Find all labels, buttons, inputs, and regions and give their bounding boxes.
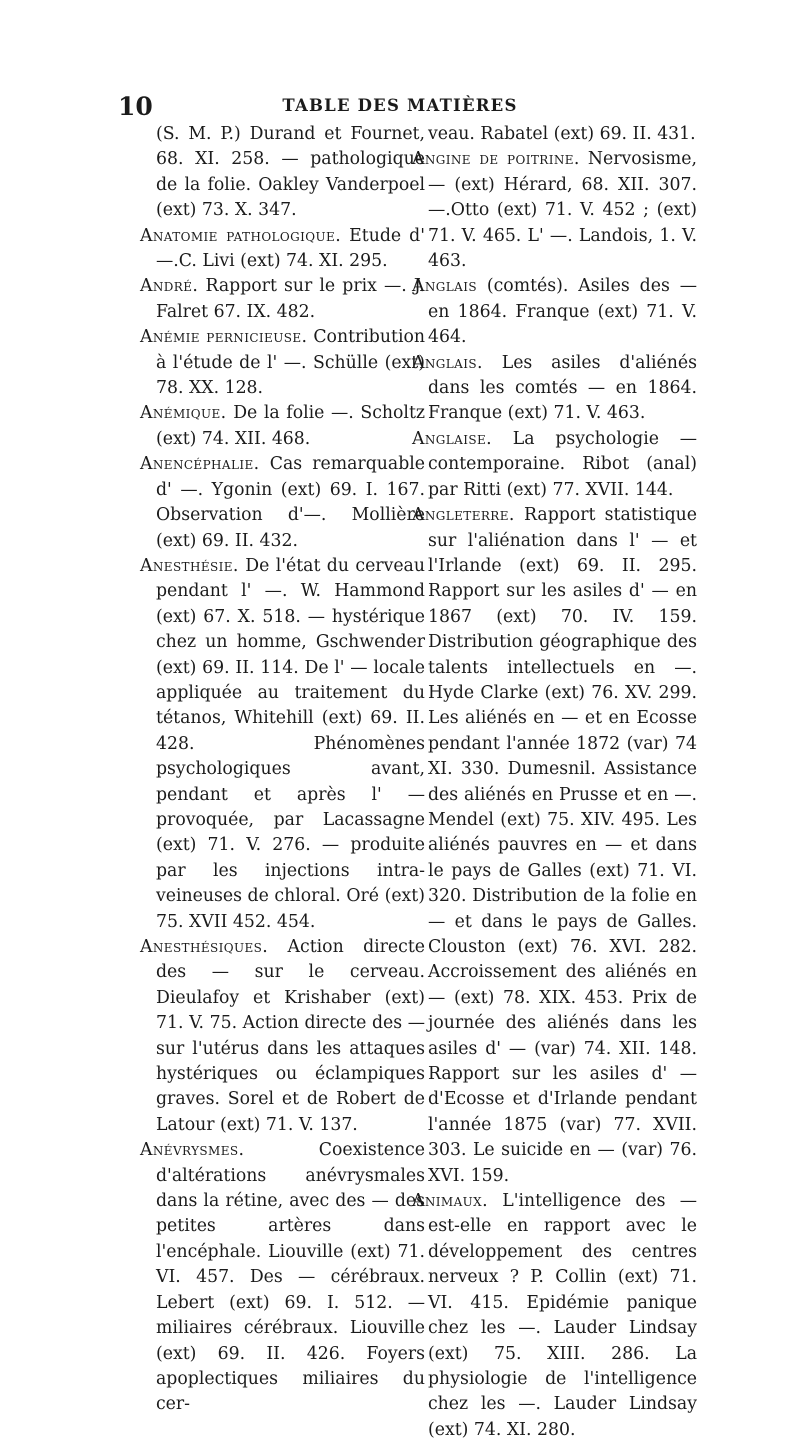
entry-headword: Angleterre.: [412, 505, 515, 526]
index-entry-continuation: [140, 122, 425, 224]
entry-text: L'intelligence des — est-elle en rapport avec le développement des centres nerveux ? P. Collin (ext) 71. VI. 415. Epidémie panique chez les —. Lauder Lindsay (ext) 75. XIII. 286. La physiologie de l'intelligence chez les —. Lauder Lindsay (ext) 74. XI. 280.: [428, 1191, 697, 1440]
entry-text: De la folie —. Scholtz (ext) 74. XII. 468.: [156, 403, 425, 449]
index-entry: [412, 427, 697, 503]
page-number: 10: [118, 92, 153, 121]
entry-headword: Angine de poitrine.: [412, 149, 580, 170]
index-entry: [140, 224, 425, 275]
entry-text: veau. Rabatel (ext) 69. II. 431.: [428, 124, 696, 144]
entry-text: Cas remarquable d' —. Ygonin (ext) 69. I. 167. Observation d'—. Mollière (ext) 69. II. 432.: [156, 454, 426, 551]
entry-headword: Anatomie pathologique.: [140, 225, 342, 246]
entry-text: La psychologie — contemporaine. Ribot (anal) par Ritti (ext) 77. XVII. 144.: [428, 428, 698, 500]
entry-text: Nervosisme, — (ext) Hérard, 68. XII. 307. —.Otto (ext) 71. V. 452 ; (ext) 71. V. 465. L' —. Landois, 1. V. 463.: [428, 149, 698, 272]
entry-text: Contribution à l'étude de l' —. Schülle (ext) 78. XX. 128.: [156, 327, 425, 399]
entry-text: (S. M. P.) Durand et Fournet, 68. XI. 258. — pathologique de la folie. Oakley Vanderpoel (ext) 73. X. 347.: [156, 124, 425, 221]
index-entry: [140, 452, 425, 554]
entry-text: Les asiles d'aliénés dans les comtés — en 1864. Franque (ext) 71. V. 463.: [428, 352, 697, 424]
index-entry-continuation: [412, 122, 697, 147]
entry-text: Etude d' —.C. Livi (ext) 74. XI. 295.: [156, 225, 425, 272]
index-entry: [140, 274, 425, 325]
index-entry: [412, 1189, 697, 1443]
entry-text: Rapport sur le prix —. J. Falret 67. IX. 482.: [156, 276, 426, 322]
entry-headword: Anémie pernicieuse.: [140, 327, 308, 348]
index-entry: [412, 147, 697, 274]
index-entry: [140, 1138, 425, 1417]
page-header: [0, 92, 800, 122]
entry-headword: Anencéphalie.: [140, 454, 260, 475]
right-column: [412, 122, 697, 1443]
entry-text: De l'état du cerveau pendant l' —. W. Hammond (ext) 67. X. 518. — hystérique chez un homme, Gschwender (ext) 69. II. 114. De l' — locale appliquée au traitement du tétanos, Whitehill (ext) 69. II. 428. Phénomènes psychologiques avant, pendant et après l' — provoquée, par Lacassagne (ext) 71. V. 276. — produite par les injections intra-veineuses de chloral. Oré (ext) 75. XVII 452. 454.: [156, 555, 425, 932]
entry-text: (comtés). Asiles des — en 1864. Franque (ext) 71. V. 464.: [428, 276, 697, 348]
entry-headword: Anglaise.: [412, 428, 493, 449]
entry-headword: Animaux.: [412, 1191, 489, 1212]
entry-headword: Anémique.: [140, 403, 227, 424]
index-entry: [140, 325, 425, 401]
index-entry: [140, 935, 425, 1138]
entry-headword: Anesthésiques.: [140, 937, 269, 957]
index-entry: [140, 554, 425, 935]
entry-headword: Anglais: [412, 276, 477, 297]
running-title: TABLE DES MATIÈRES: [282, 96, 518, 115]
index-entry: [412, 274, 697, 350]
entry-headword: Anesthésie.: [140, 555, 239, 576]
entry-headword: André.: [140, 276, 199, 297]
index-entry: [412, 503, 697, 1189]
entry-headword: Anévrysmes.: [140, 1140, 245, 1161]
entry-headword: Anglais.: [412, 352, 483, 373]
index-entry: [140, 401, 425, 452]
entry-text: Coexistence d'altérations anévrysmales dans la rétine, avec des — des petites artères dans l'encéphale. Liouville (ext) 71. VI. 457. Des — cérébraux. Lebert (ext) 69. I. 512. — miliaires cérébraux. Liouville (ext) 69. II. 426. Foyers apoplectiques miliaires du cer-: [156, 1140, 425, 1415]
index-entry: [412, 351, 697, 427]
entry-text: Action directe des — sur le cerveau. Dieulafoy et Krishaber (ext) 71. V. 75. Action directe des — sur l'utérus dans les attaques hystériques ou éclampiques graves. Sorel et de Robert de Latour (ext) 71. V. 137.: [156, 937, 425, 1135]
left-column: [140, 122, 425, 1418]
entry-text: Rapport statistique sur l'aliénation dans l' — et l'Irlande (ext) 69. II. 295. Rapport sur les asiles d' — en 1867 (ext) 70. IV. 159. Distribution géographique des talents intellectuels en —. Hyde Clarke (ext) 76. XV. 299. Les aliénés en — et en Ecosse pendant l'année 1872 (var) 74 XI. 330. Dumesnil. Assistance des aliénés en Prusse et en —. Mendel (ext) 75. XIV. 495. Les aliénés pauvres en — et dans le pays de Galles (ext) 71. VI. 320. Distribution de la folie en — et dans le pays de Galles. Clouston (ext) 76. XVI. 282. Accroissement des aliénés en — (ext) 78. XIX. 453. Prix de journée des aliénés dans les asiles d' — (var) 74. XII. 148. Rapport sur les asiles d' — d'Ecosse et d'Irlande pendant l'année 1875 (var) 77. XVII. 303. Le suicide en — (var) 76. XVI. 159.: [428, 505, 697, 1186]
